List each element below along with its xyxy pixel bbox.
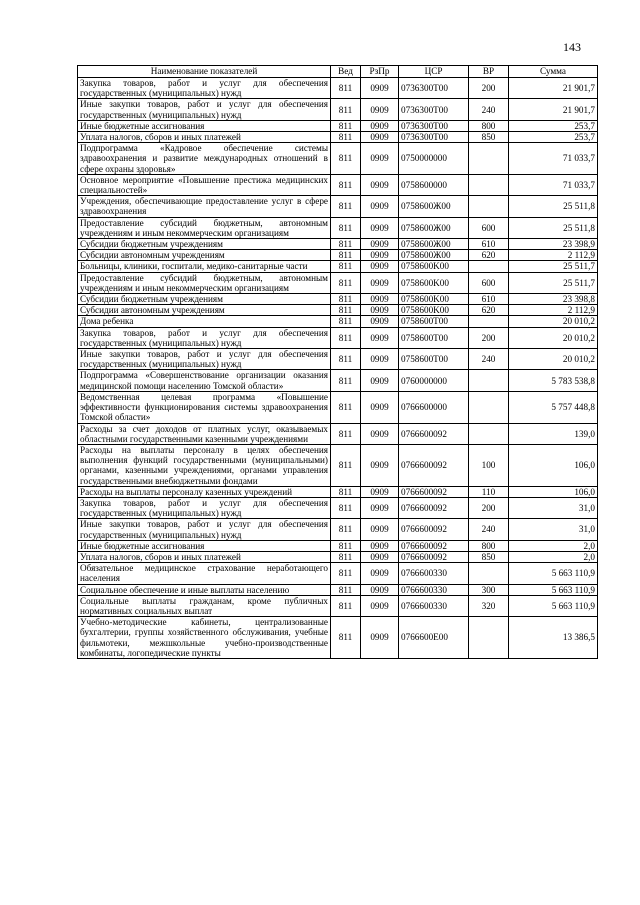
- table-row: [78, 519, 598, 540]
- cell-vr: 620: [469, 305, 509, 316]
- table-row: [78, 486, 598, 497]
- cell-ved: 811: [331, 617, 361, 659]
- cell-name: Субсидии автономным учреждениям: [78, 305, 331, 316]
- cell-sum: 23 398,9: [509, 239, 598, 250]
- cell-name: Ведомственная целевая программа «Повышение эффективности функционирования системы здравоохранения Томской области»: [78, 391, 331, 423]
- cell-name: Закупка товаров, работ и услуг для обеспечения государственных (муниципальных) нужд: [78, 78, 331, 99]
- cell-csr: 0736300T00: [399, 99, 469, 120]
- cell-vr: [469, 563, 509, 584]
- cell-rzpr: 0909: [361, 391, 399, 423]
- table-row: [78, 250, 598, 261]
- cell-ved: 811: [331, 327, 361, 348]
- cell-vr: [469, 617, 509, 659]
- cell-vr: 240: [469, 99, 509, 120]
- cell-csr: 0766600000: [399, 391, 469, 423]
- cell-csr: 0758600K00: [399, 294, 469, 305]
- cell-ved: 811: [331, 120, 361, 131]
- cell-rzpr: 0909: [361, 132, 399, 143]
- cell-csr: 0766600092: [399, 486, 469, 497]
- cell-csr: 0750000000: [399, 143, 469, 175]
- cell-csr: 0758600Ж00: [399, 239, 469, 250]
- cell-ved: 811: [331, 132, 361, 143]
- cell-csr: 0758600K00: [399, 261, 469, 272]
- cell-ved: 811: [331, 349, 361, 370]
- cell-rzpr: 0909: [361, 294, 399, 305]
- cell-rzpr: 0909: [361, 486, 399, 497]
- cell-rzpr: 0909: [361, 595, 399, 616]
- cell-ved: 811: [331, 316, 361, 327]
- cell-sum: 31,0: [509, 497, 598, 518]
- cell-ved: 811: [331, 294, 361, 305]
- cell-vr: 240: [469, 349, 509, 370]
- cell-csr: 0758600000: [399, 174, 469, 195]
- cell-rzpr: 0909: [361, 120, 399, 131]
- cell-name: Расходы на выплаты персоналу казенных учреждений: [78, 486, 331, 497]
- cell-name: Предоставление субсидий бюджетным, автономным учреждениям и иным некоммерческим организациям: [78, 272, 331, 293]
- cell-vr: [469, 143, 509, 175]
- cell-rzpr: 0909: [361, 217, 399, 238]
- table-row: [78, 423, 598, 444]
- table-row: [78, 563, 598, 584]
- cell-vr: 200: [469, 78, 509, 99]
- cell-name: Расходы за счет доходов от платных услуг, оказываемых областными государственными казенными учреждениями: [78, 423, 331, 444]
- table-row: [78, 595, 598, 616]
- cell-csr: 0758600Ж00: [399, 196, 469, 217]
- table-row: [78, 99, 598, 120]
- cell-ved: 811: [331, 486, 361, 497]
- cell-sum: 2 112,9: [509, 250, 598, 261]
- cell-name: Иные закупки товаров, работ и услуг для обеспечения государственных (муниципальных) нужд: [78, 519, 331, 540]
- cell-ved: 811: [331, 217, 361, 238]
- cell-csr: 0766600092: [399, 497, 469, 518]
- cell-sum: 25 511,8: [509, 196, 598, 217]
- cell-sum: 106,0: [509, 486, 598, 497]
- cell-name: Социальные выплаты гражданам, кроме публичных нормативных социальных выплат: [78, 595, 331, 616]
- cell-rzpr: 0909: [361, 444, 399, 486]
- cell-vr: 240: [469, 519, 509, 540]
- cell-rzpr: 0909: [361, 272, 399, 293]
- cell-name: Предоставление субсидий бюджетным, автономным учреждениям и иным некоммерческим организациям: [78, 217, 331, 238]
- cell-sum: 13 386,5: [509, 617, 598, 659]
- cell-ved: 811: [331, 540, 361, 551]
- cell-ved: 811: [331, 99, 361, 120]
- column-header-csr: ЦСР: [399, 66, 469, 78]
- cell-vr: 200: [469, 497, 509, 518]
- table-row: [78, 617, 598, 659]
- table-row: [78, 217, 598, 238]
- cell-csr: 0766600330: [399, 584, 469, 595]
- cell-name: Иные бюджетные ассигнования: [78, 120, 331, 131]
- cell-ved: 811: [331, 78, 361, 99]
- cell-csr: 0758600T00: [399, 316, 469, 327]
- table-row: [78, 327, 598, 348]
- cell-vr: 610: [469, 239, 509, 250]
- cell-csr: 0766600092: [399, 444, 469, 486]
- cell-vr: [469, 174, 509, 195]
- cell-csr: 0758600T00: [399, 327, 469, 348]
- cell-sum: 25 511,8: [509, 217, 598, 238]
- cell-vr: [469, 316, 509, 327]
- cell-vr: 800: [469, 540, 509, 551]
- cell-ved: 811: [331, 551, 361, 562]
- cell-name: Учебно-методические кабинеты, централизованные бухгалтерии, группы хозяйственного обслуживания, учебные фильмотеки, межшкольные учебно-производственные комбинаты, логопедические пункты: [78, 617, 331, 659]
- cell-sum: 25 511,7: [509, 272, 598, 293]
- cell-csr: 0766600330: [399, 595, 469, 616]
- cell-vr: 100: [469, 444, 509, 486]
- cell-name: Основное мероприятие «Повышение престижа медицинских специальностей»: [78, 174, 331, 195]
- cell-csr: 0758600Ж00: [399, 250, 469, 261]
- cell-vr: 110: [469, 486, 509, 497]
- table-row: [78, 261, 598, 272]
- cell-ved: 811: [331, 519, 361, 540]
- table-row: [78, 349, 598, 370]
- cell-csr: 0766600330: [399, 563, 469, 584]
- cell-rzpr: 0909: [361, 519, 399, 540]
- cell-sum: 20 010,2: [509, 316, 598, 327]
- table-row: [78, 143, 598, 175]
- cell-name: Субсидии автономным учреждениям: [78, 250, 331, 261]
- cell-vr: 610: [469, 294, 509, 305]
- cell-sum: 31,0: [509, 519, 598, 540]
- cell-vr: 620: [469, 250, 509, 261]
- cell-rzpr: 0909: [361, 423, 399, 444]
- cell-sum: 5 757 448,8: [509, 391, 598, 423]
- page-number: 143: [563, 40, 581, 54]
- table-body: [78, 78, 598, 659]
- cell-rzpr: 0909: [361, 584, 399, 595]
- cell-csr: 0766600092: [399, 540, 469, 551]
- cell-csr: 0758600K00: [399, 272, 469, 293]
- table-row: [78, 239, 598, 250]
- cell-ved: 811: [331, 423, 361, 444]
- cell-vr: 320: [469, 595, 509, 616]
- cell-ved: 811: [331, 444, 361, 486]
- column-header-vr: ВР: [469, 66, 509, 78]
- column-header-ved: Вед: [331, 66, 361, 78]
- table-header-row: [78, 66, 598, 78]
- table-row: [78, 391, 598, 423]
- cell-ved: 811: [331, 370, 361, 391]
- cell-rzpr: 0909: [361, 551, 399, 562]
- cell-sum: 71 033,7: [509, 174, 598, 195]
- cell-sum: 23 398,8: [509, 294, 598, 305]
- cell-rzpr: 0909: [361, 143, 399, 175]
- cell-name: Иные закупки товаров, работ и услуг для обеспечения государственных (муниципальных) нужд: [78, 349, 331, 370]
- table-row: [78, 540, 598, 551]
- cell-vr: [469, 261, 509, 272]
- cell-ved: 811: [331, 143, 361, 175]
- table-row: [78, 305, 598, 316]
- table-row: [78, 120, 598, 131]
- cell-rzpr: 0909: [361, 563, 399, 584]
- cell-name: Закупка товаров, работ и услуг для обеспечения государственных (муниципальных) нужд: [78, 497, 331, 518]
- cell-name: Субсидии бюджетным учреждениям: [78, 239, 331, 250]
- cell-name: Подпрограмма «Кадровое обеспечение системы здравоохранения и развитие международных отношений в сфере охраны здоровья»: [78, 143, 331, 175]
- table-row: [78, 551, 598, 562]
- cell-rzpr: 0909: [361, 78, 399, 99]
- cell-rzpr: 0909: [361, 327, 399, 348]
- cell-ved: 811: [331, 497, 361, 518]
- cell-vr: [469, 370, 509, 391]
- table-row: [78, 196, 598, 217]
- cell-name: Учреждения, обеспечивающие предоставление услуг в сфере здравоохранения: [78, 196, 331, 217]
- cell-ved: 811: [331, 239, 361, 250]
- cell-sum: 2,0: [509, 551, 598, 562]
- cell-name: Субсидии бюджетным учреждениям: [78, 294, 331, 305]
- cell-vr: 200: [469, 327, 509, 348]
- cell-sum: 106,0: [509, 444, 598, 486]
- cell-name: Больницы, клиники, госпитали, медико-санитарные части: [78, 261, 331, 272]
- cell-sum: 5 663 110,9: [509, 595, 598, 616]
- cell-ved: 811: [331, 261, 361, 272]
- cell-name: Иные бюджетные ассигнования: [78, 540, 331, 551]
- table-row: [78, 497, 598, 518]
- cell-ved: 811: [331, 174, 361, 195]
- cell-name: Расходы на выплаты персоналу в целях обеспечения выполнения функций государственными (муниципальными) органами, казенными учреждениями, органами управления государственными внебюджетными фондами: [78, 444, 331, 486]
- cell-rzpr: 0909: [361, 497, 399, 518]
- cell-sum: 2 112,9: [509, 305, 598, 316]
- cell-csr: 0758600T00: [399, 349, 469, 370]
- table-row: [78, 174, 598, 195]
- cell-vr: 800: [469, 120, 509, 131]
- cell-sum: 5 783 538,8: [509, 370, 598, 391]
- cell-sum: 5 663 110,9: [509, 584, 598, 595]
- cell-rzpr: 0909: [361, 174, 399, 195]
- cell-rzpr: 0909: [361, 370, 399, 391]
- cell-vr: 850: [469, 132, 509, 143]
- cell-sum: 253,7: [509, 120, 598, 131]
- cell-name: Уплата налогов, сборов и иных платежей: [78, 551, 331, 562]
- table-row: [78, 444, 598, 486]
- column-header-rzpr: РзПр: [361, 66, 399, 78]
- cell-ved: 811: [331, 305, 361, 316]
- cell-sum: 25 511,7: [509, 261, 598, 272]
- cell-name: Социальное обеспечение и иные выплаты населению: [78, 584, 331, 595]
- column-header-name: Наименование показателей: [78, 66, 331, 78]
- table-row: [78, 316, 598, 327]
- cell-rzpr: 0909: [361, 196, 399, 217]
- cell-sum: 20 010,2: [509, 349, 598, 370]
- cell-rzpr: 0909: [361, 349, 399, 370]
- cell-csr: 0766600092: [399, 551, 469, 562]
- cell-csr: 0736300T00: [399, 78, 469, 99]
- cell-sum: 21 901,7: [509, 99, 598, 120]
- cell-rzpr: 0909: [361, 316, 399, 327]
- cell-ved: 811: [331, 563, 361, 584]
- cell-name: Подпрограмма «Совершенствование организации оказания медицинской помощи населению Томской области»: [78, 370, 331, 391]
- cell-name: Уплата налогов, сборов и иных платежей: [78, 132, 331, 143]
- cell-name: Дома ребенка: [78, 316, 331, 327]
- table-row: [78, 294, 598, 305]
- cell-rzpr: 0909: [361, 250, 399, 261]
- cell-csr: 0760000000: [399, 370, 469, 391]
- table-row: [78, 584, 598, 595]
- table-row: [78, 78, 598, 99]
- cell-vr: 600: [469, 272, 509, 293]
- cell-csr: 0766600E00: [399, 617, 469, 659]
- cell-vr: [469, 196, 509, 217]
- cell-ved: 811: [331, 584, 361, 595]
- cell-sum: 2,0: [509, 540, 598, 551]
- cell-vr: [469, 423, 509, 444]
- cell-vr: 600: [469, 217, 509, 238]
- cell-vr: 300: [469, 584, 509, 595]
- cell-csr: 0736300T00: [399, 120, 469, 131]
- cell-ved: 811: [331, 196, 361, 217]
- budget-table: [77, 65, 598, 659]
- cell-name: Иные закупки товаров, работ и услуг для обеспечения государственных (муниципальных) нужд: [78, 99, 331, 120]
- cell-csr: 0766600092: [399, 423, 469, 444]
- cell-rzpr: 0909: [361, 99, 399, 120]
- cell-csr: 0758600Ж00: [399, 217, 469, 238]
- column-header-sum: Сумма: [509, 66, 598, 78]
- cell-vr: [469, 391, 509, 423]
- cell-rzpr: 0909: [361, 617, 399, 659]
- cell-vr: 850: [469, 551, 509, 562]
- cell-name: Закупка товаров, работ и услуг для обеспечения государственных (муниципальных) нужд: [78, 327, 331, 348]
- cell-rzpr: 0909: [361, 540, 399, 551]
- cell-csr: 0758600K00: [399, 305, 469, 316]
- table-row: [78, 272, 598, 293]
- cell-csr: 0736300T00: [399, 132, 469, 143]
- cell-csr: 0766600092: [399, 519, 469, 540]
- cell-ved: 811: [331, 391, 361, 423]
- cell-name: Обязательное медицинское страхование неработающего населения: [78, 563, 331, 584]
- cell-sum: 20 010,2: [509, 327, 598, 348]
- cell-ved: 811: [331, 272, 361, 293]
- cell-sum: 5 663 110,9: [509, 563, 598, 584]
- cell-rzpr: 0909: [361, 239, 399, 250]
- cell-ved: 811: [331, 250, 361, 261]
- cell-sum: 139,0: [509, 423, 598, 444]
- cell-rzpr: 0909: [361, 261, 399, 272]
- cell-rzpr: 0909: [361, 305, 399, 316]
- cell-sum: 71 033,7: [509, 143, 598, 175]
- table-row: [78, 370, 598, 391]
- cell-sum: 253,7: [509, 132, 598, 143]
- cell-ved: 811: [331, 595, 361, 616]
- table-row: [78, 132, 598, 143]
- cell-sum: 21 901,7: [509, 78, 598, 99]
